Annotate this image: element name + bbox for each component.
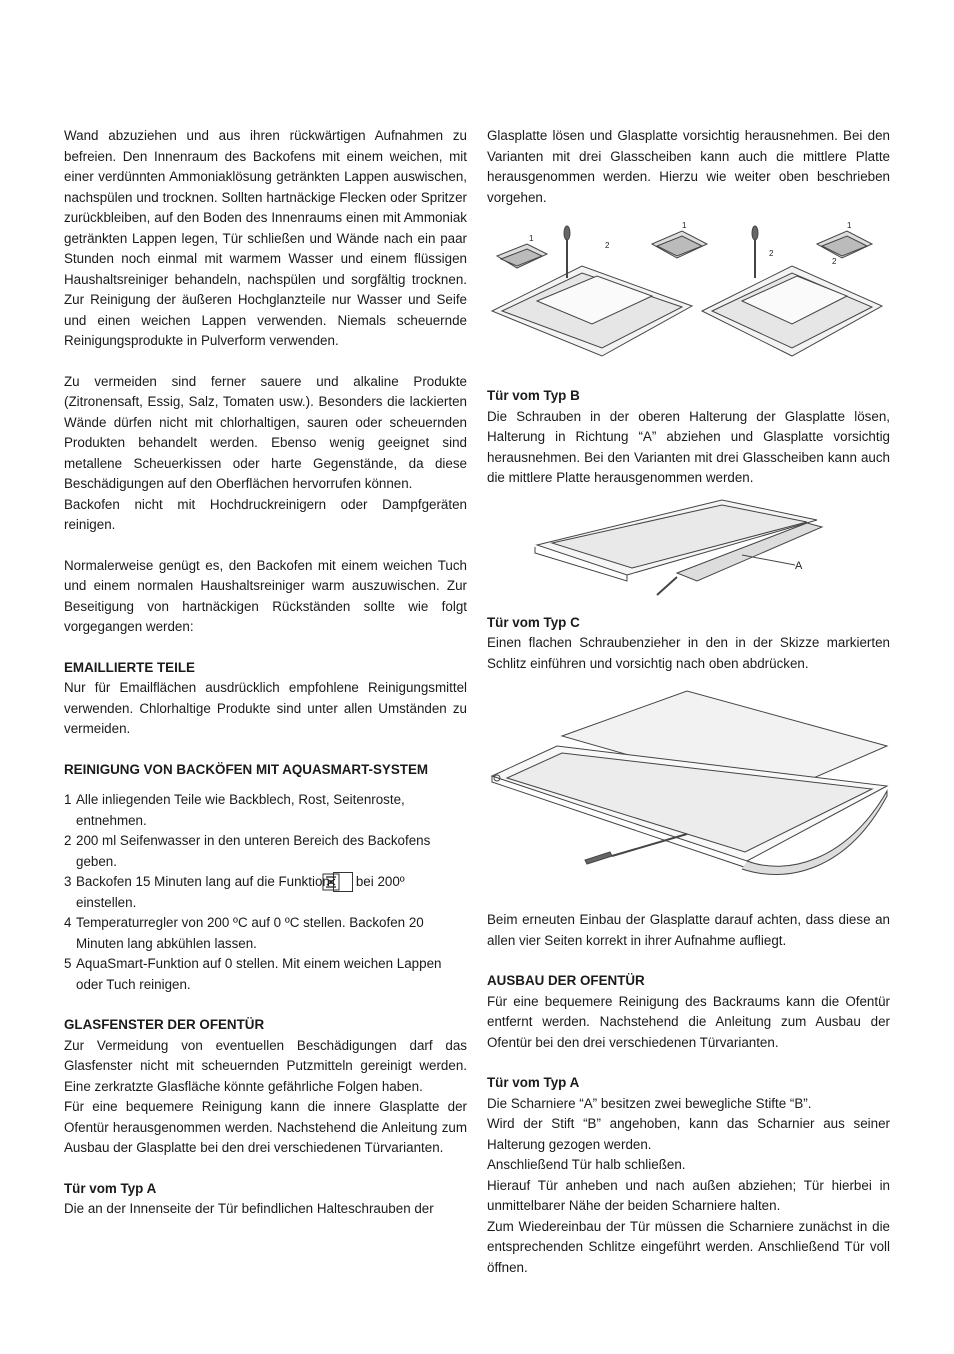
intro-paragraph-3: Backofen nicht mit Hochdruckreinigern oder Dampfgeräten reinigen. xyxy=(64,496,467,532)
enamel-text: Nur für Emailflächen ausdrücklich empfohlene Reinigungsmittel verwenden. Chlorhaltige Produkte sind unter allen Umständen zu vermeiden. xyxy=(64,680,467,736)
glass-heading: GLASFENSTER DER OFENTÜR xyxy=(64,1017,265,1032)
reinstall-text: Beim erneuten Einbau der Glasplatte darauf achten, dass diese an allen vier Seiten korrekt in ihrer Aufnahme aufliegt. xyxy=(487,912,890,948)
glass-paragraph-1: Zur Vermeidung von eventuellen Beschädigungen darf das Glasfenster nicht mit scheuernden Putzmitteln gereinigt werden. Eine zerkratzte Glasfläche könnte gefährliche Folgen haben. xyxy=(64,1037,467,1094)
fig1-label: 2 xyxy=(605,241,610,250)
intro-paragraph-4: Normalerweise genügt es, den Backofen mit einem weichen Tuch und einem normalen Haushaltsreiniger warm auszuwischen. Zur Beseitigung von hartnäckigen Rückständen sollte wie folgt vorgegangen werden: xyxy=(64,557,467,634)
fig1-label: 1 xyxy=(847,221,852,230)
door-text: Für eine bequemere Reinigung des Backraums kann die Ofentür entfernt werden. Nachstehend die Anleitung zum Ausbau der Ofentür bei den drei verschiedenen Türvarianten. xyxy=(487,993,890,1050)
typeA-continued: Glasplatte lösen und Glasplatte vorsichtig herausnehmen. Bei den Varianten mit drei Glasscheiben kann auch die mittlere Platte herausgenommen werden. Hierzu wie weiter oben beschrieben vorgehen. xyxy=(487,128,890,205)
aquasmart-heading: REINIGUNG VON BACKÖFEN MIT AQUASMART-SYSTEM xyxy=(64,761,429,777)
door-typeA-line: Die Scharniere “A” besitzen zwei bewegliche Stifte “B”. xyxy=(487,1095,812,1111)
typeB-text: Die Schrauben in der oberen Halterung der Glasplatte lösen, Halterung in Richtung “A” abziehen und Glasplatte vorsichtig herausnehmen. Bei den Varianten mit drei Glasscheiben kann auch die mittlere Platte herausgenommen werden. xyxy=(487,408,890,485)
glass-paragraph-2: Für eine bequemere Reinigung kann die innere Glasplatte der Ofentür herausgenommen werden. Nachstehend die Anleitung zum Ausbau der Glasplatte bei den drei verschiedenen Türvarianten. xyxy=(64,1099,467,1155)
door-typeA-heading: Tür vom Typ A xyxy=(487,1075,580,1090)
intro-paragraph-2: Zu vermeiden sind ferner sauere und alkaline Produkte (Zitronensaft, Essig, Salz, Tomaten usw.). Besonders die lackierten Wände dürfen nicht mit chlorhaltigen, sauren oder scheuernden Produkten behandelt werden. Ebenso wenig geeignet sind metallene Scheuerkissen oder harte Gegenstände, da diese Beschädigungen auf den Oberflächen hervorrufen können. xyxy=(64,373,467,491)
aquasmart-function-icon xyxy=(333,872,353,892)
aquasmart-step: 3 Backofen 15 Minuten lang auf die Funktion bei 200º einstellen. xyxy=(64,874,405,910)
right-column xyxy=(487,126,890,1278)
door-typeC-illustration xyxy=(487,686,890,896)
door-typeB-illustration xyxy=(487,495,890,605)
typeB-heading: Tür vom Typ B xyxy=(487,388,580,403)
typeC-text: Einen flachen Schraubenzieher in den in der Skizze markierten Schlitz einführen und vorsichtig nach oben abdrücken. xyxy=(487,635,890,671)
door-heading: AUSBAU DER OFENTÜR xyxy=(487,973,645,988)
aquasmart-step: 5 AquaSmart-Funktion auf 0 stellen. Mit einem weichen Lappen oder Tuch reinigen. xyxy=(64,956,442,992)
aquasmart-step: 4 Temperaturregler von 200 ºC auf 0 ºC stellen. Backofen 20 Minuten lang abkühlen lassen. xyxy=(64,915,424,951)
door-typeA-line: Wird der Stift “B” angehoben, kann das Scharnier aus seiner Halterung gezogen werden. xyxy=(487,1116,890,1152)
typeA-heading: Tür vom Typ A xyxy=(64,1180,157,1196)
typeA-text: Die an der Innenseite der Tür befindlichen Halteschrauben der xyxy=(64,1201,434,1216)
door-typeA-line: Hierauf Tür anheben und nach außen abziehen; Tür hierbei in unmittelbarer Nähe der beiden Scharniere halten. xyxy=(487,1177,890,1213)
enamel-heading: EMAILLIERTE TEILE xyxy=(64,659,195,675)
typeC-heading: Tür vom Typ C xyxy=(487,614,580,630)
door-typeA-line: Anschließend Tür halb schließen. xyxy=(487,1157,686,1172)
fig2-label: A xyxy=(795,559,803,572)
aquasmart-step: 1 Alle inliegenden Teile wie Backblech, Rost, Seitenroste, entnehmen. xyxy=(64,792,405,828)
fig1-label: 2 xyxy=(769,249,774,258)
left-column xyxy=(64,126,467,1220)
intro-paragraph-1: Wand abzuziehen und aus ihren rückwärtigen Aufnahmen zu befreien. Den Innenraum des Backofens mit einem weichen, mit einer verdünnten Ammoniaklösung getränkten Lappen auswischen, nachspülen und trocknen. Sollten hartnäckige Flecken oder Spritzer zurückbleiben, auf den Boden des Innenraums einen mit Ammoniak getränkten Lappen legen, Tür schließen und Wände nach ein paar Stunden noch einmal mit warmem Wasser und einem flüssigen Haushaltsreiniger behandeln, nachspülen und sorgfältig trocknen. Zur Reinigung der äußeren Hochglanzteile nur Wasser und Seife und einen weichen Lappen verwenden. Niemals scheuernde Reinigungsprodukte in Pulverform verwenden. xyxy=(64,128,467,348)
aquasmart-step: 2 200 ml Seifenwasser in den unteren Bereich des Backofens geben. xyxy=(64,833,431,869)
aquasmart-steps xyxy=(64,790,467,995)
fig1-label: 1 xyxy=(682,221,687,230)
fig1-label: 1 xyxy=(529,234,534,243)
fig1-label: 2 xyxy=(832,257,837,266)
door-typeA-line: Zum Wiedereinbau der Tür müssen die Scharniere zunächst in die entsprechenden Schlitze eingeführt werden. Anschließend Tür voll öffnen. xyxy=(487,1218,890,1275)
door-typeA-illustration xyxy=(487,216,890,376)
